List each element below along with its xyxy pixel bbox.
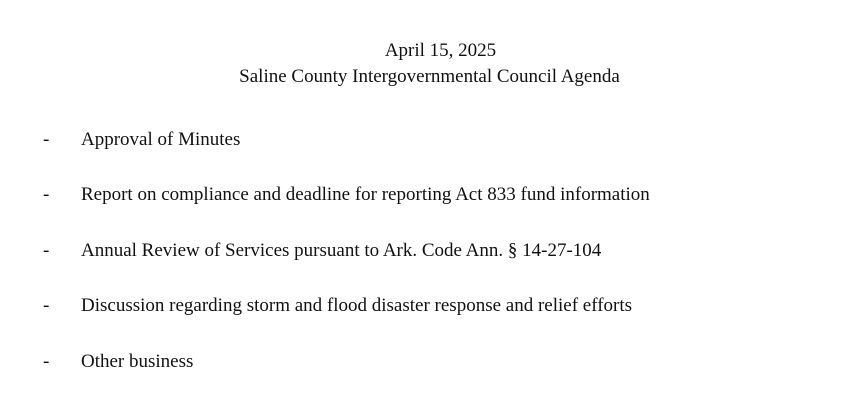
bullet-dash: - [43,295,50,317]
agenda-item-text: Annual Review of Services pursuant to Ark. Code Ann. § 14-27-104 [81,239,602,261]
bullet-dash: - [43,129,50,150]
bullet-dash: - [43,184,50,206]
agenda-item-text: Discussion regarding storm and flood disaster response and relief efforts [81,295,633,317]
agenda-list [0,128,859,405]
agenda-item [0,350,859,374]
agenda-item-text: Approval of Minutes [81,129,241,150]
agenda-date: April 15, 2025 [384,40,497,61]
agenda-item [0,183,859,207]
agenda-item-text: Report on compliance and deadline for reporting Act 833 fund information [81,184,650,206]
agenda-title: Saline County Intergovernmental Council Agenda [239,66,620,87]
agenda-item [0,128,859,152]
agenda-item-text: Other business [81,350,194,372]
document-header [0,38,859,90]
agenda-item [0,239,859,263]
agenda-item [0,294,859,318]
bullet-dash: - [43,350,50,372]
bullet-dash: - [43,239,50,261]
